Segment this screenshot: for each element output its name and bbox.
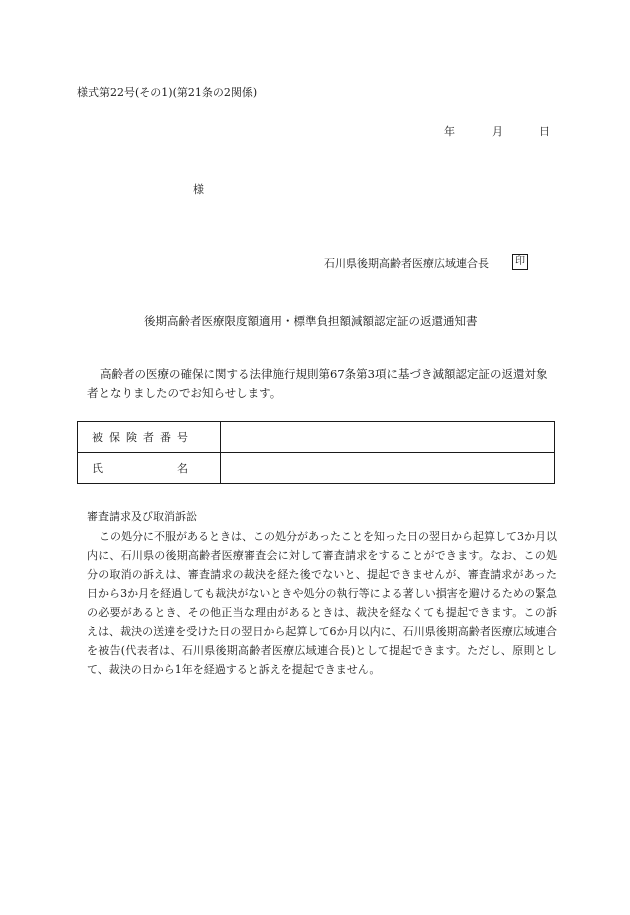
appeal-body: この処分に不服があるときは、この処分があったことを知った日の翌日から起算して3か月以内に、石川県の後期高齢者医療審査会に対して審査請求をすることができます。なお、この処分の取消の訴えは、審査請求の裁決を経た後でないと、提起できませんが、審査請求があった日から3か月を経過しても裁決がないときや処分の執行等による著しい損害を避けるための緊急の必要があるとき、その他正当な理由があるときは、裁決を経なくても提起できます。この訴えは、裁決の送達を受けた日の翌日から起算して6か月以内に、石川県後期高齢者医療広域連合を被告(代表者は、石川県後期高齢者医療広域連合長)として提起できます。ただし、原則として、裁決の日から1年を経過すると訴えを提起できません。 <box>87 530 557 676</box>
label-char: 氏 <box>92 462 103 475</box>
label-char: 険 <box>126 431 137 444</box>
label-char: 保 <box>109 431 120 444</box>
insured-number-label <box>78 422 221 453</box>
date-month-label: 月 <box>492 125 503 138</box>
issuer-name: 石川県後期高齢者医療広域連合長 <box>324 257 489 270</box>
table-row-insured-number <box>78 422 555 453</box>
document-title: 後期高齢者医療限度額適用・標準負担額減額認定証の返還通知書 <box>144 314 478 328</box>
appeal-heading: 審査請求及び取消訴訟 <box>87 510 197 523</box>
label-char: 番 <box>160 431 171 444</box>
date-year-label: 年 <box>444 125 455 138</box>
info-table <box>77 421 555 484</box>
seal-stamp: 印 <box>512 254 528 270</box>
label-char: 名 <box>177 462 188 475</box>
form-number: 様式第22号(その1)(第21条の2関係) <box>77 86 258 99</box>
recipient-honorific: 様 <box>193 183 204 196</box>
name-value[interactable] <box>221 453 555 484</box>
label-char: 者 <box>143 431 154 444</box>
table-row-name <box>78 453 555 484</box>
insured-number-value[interactable] <box>221 422 555 453</box>
intro-paragraph: 高齢者の医療の確保に関する法律施行規則第67条第3項に基づき減額認定証の返還対象者となりましたのでお知らせします。 <box>87 367 548 400</box>
date-day-label: 日 <box>539 125 550 138</box>
name-label <box>78 453 221 484</box>
label-char: 被 <box>92 431 103 444</box>
label-char: 号 <box>177 431 188 444</box>
